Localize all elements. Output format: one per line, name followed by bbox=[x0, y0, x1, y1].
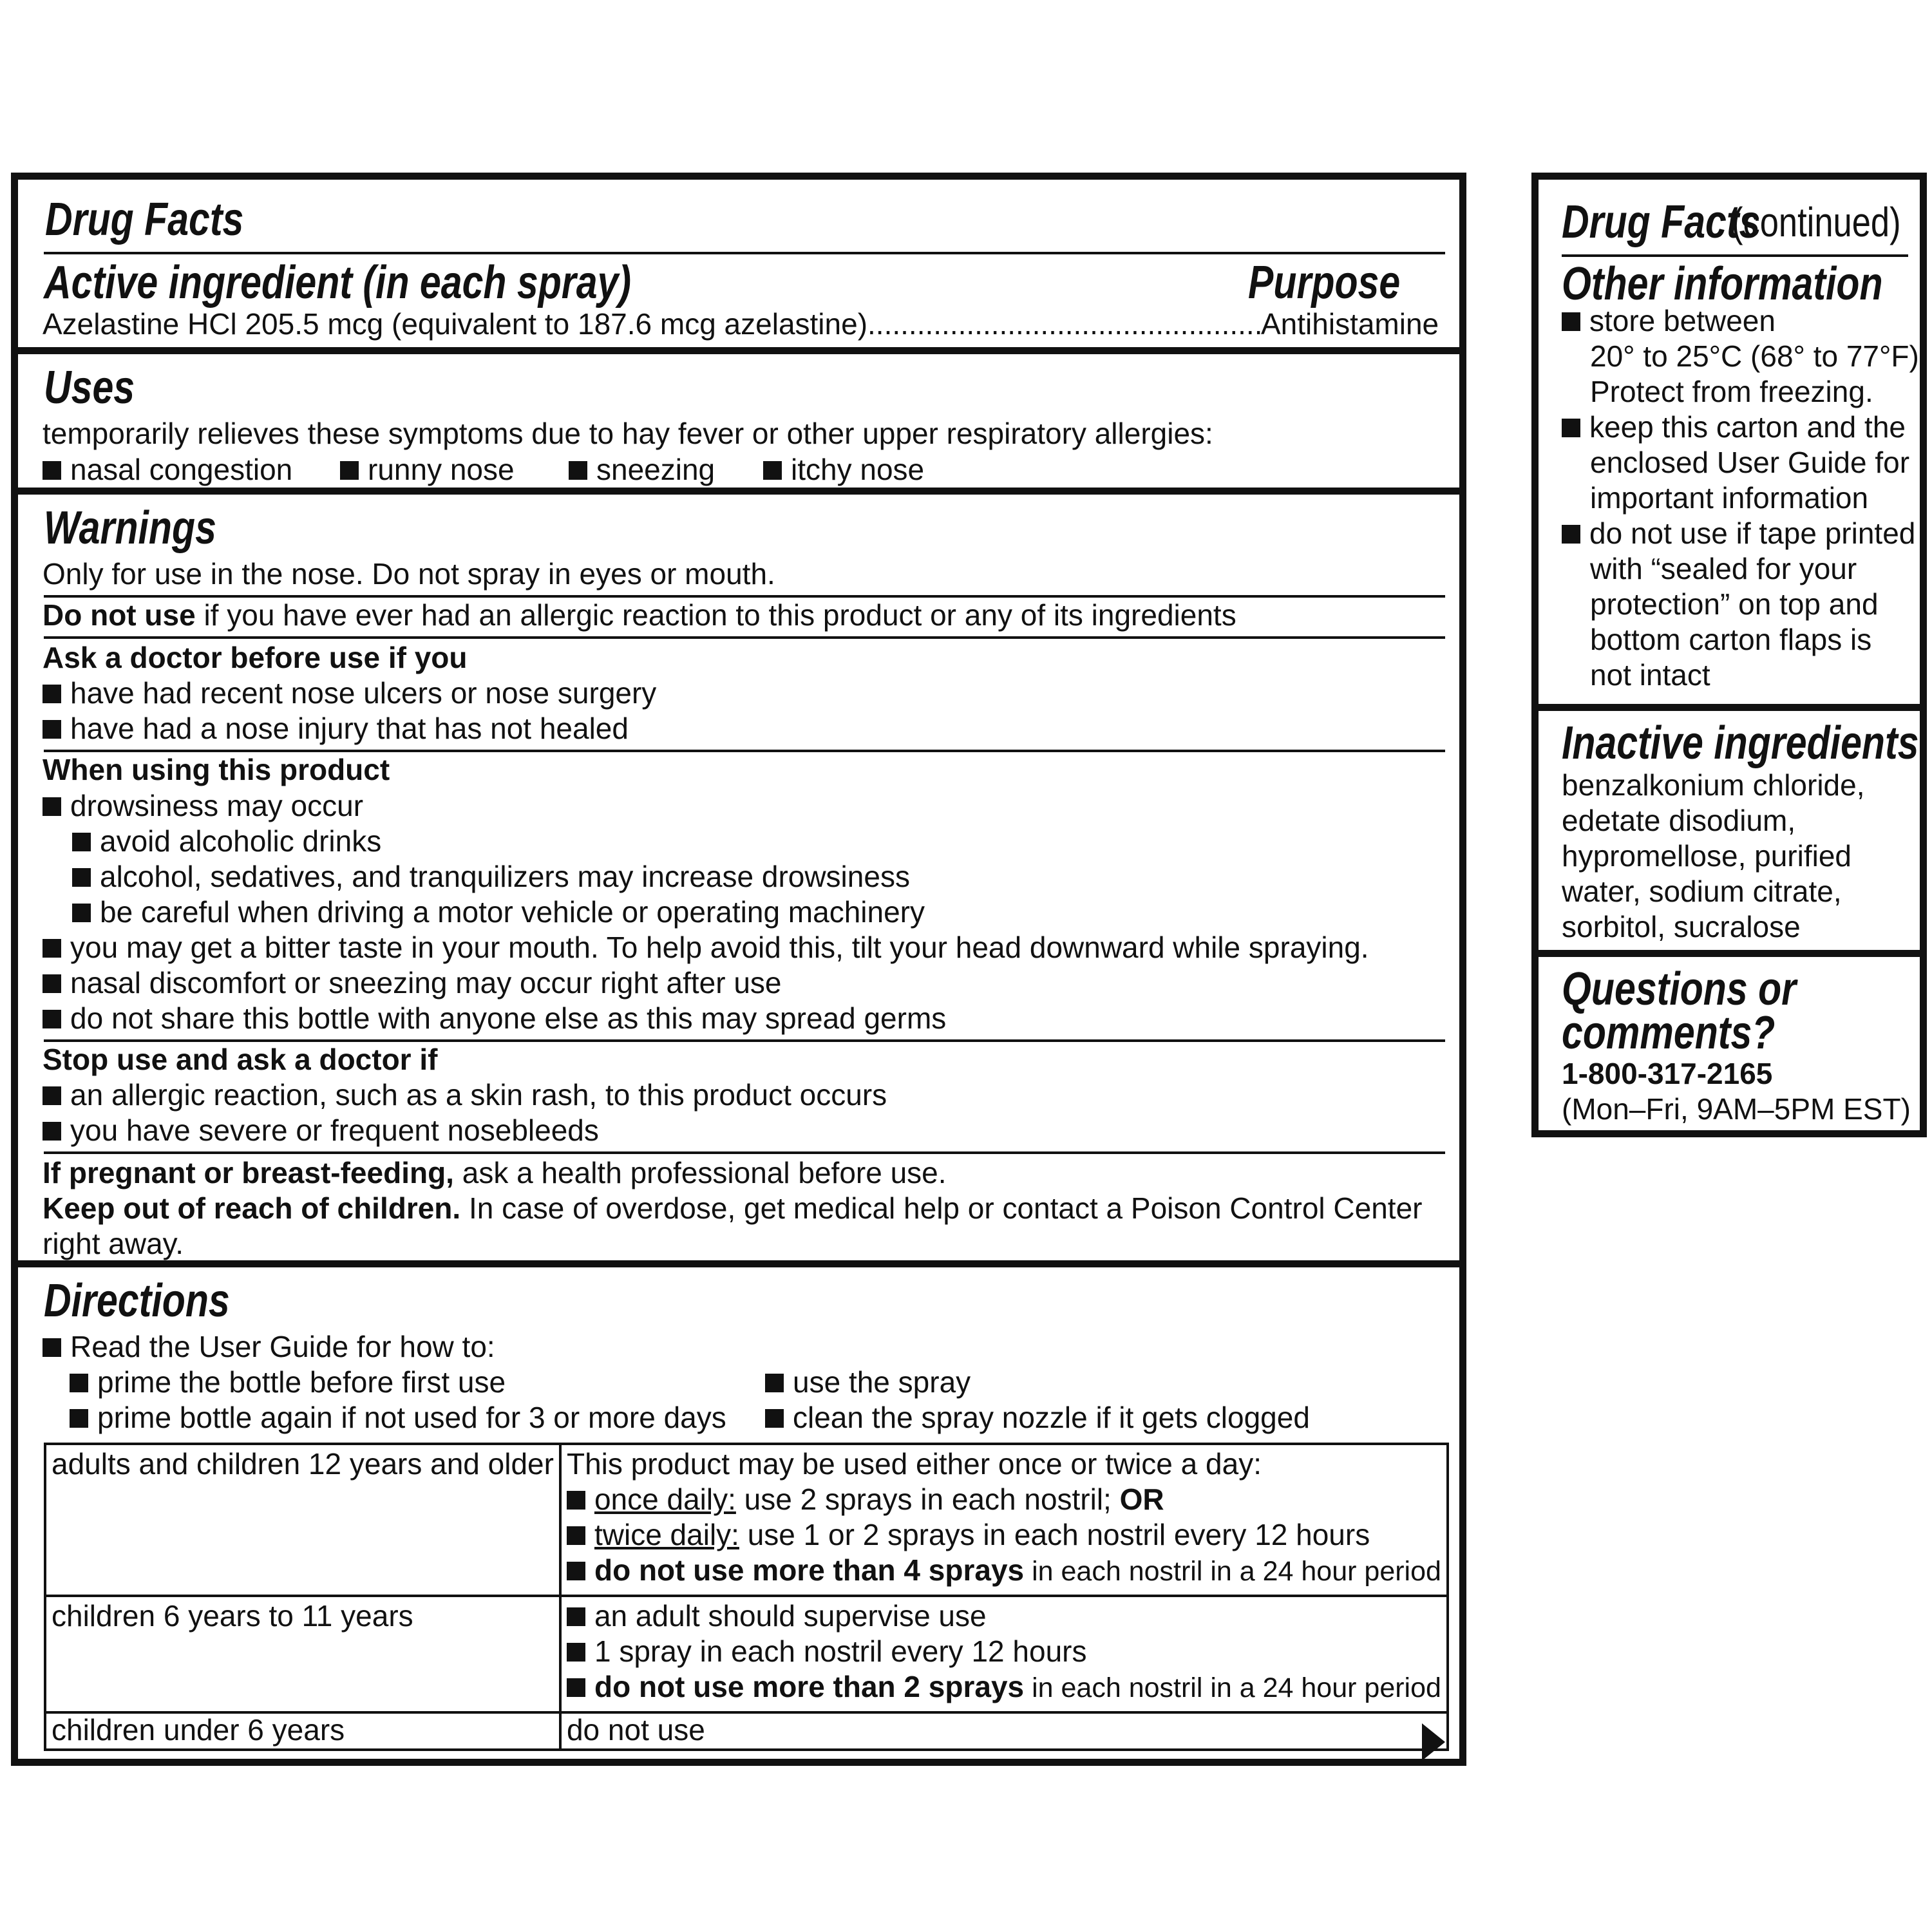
ask-doctor-item: have had recent nose ulcers or nose surgery bbox=[43, 676, 1459, 711]
uses-intro: temporarily relieves these symptoms due to hay fever or other upper respiratory allergies: bbox=[43, 417, 1213, 450]
directions-section bbox=[18, 1260, 1459, 1766]
title-rule bbox=[44, 252, 1445, 254]
active-ingredient-text: Azelastine HCl 205.5 mcg (equivalent to 187.6 mcg azelastine) bbox=[43, 307, 868, 341]
directions-heading: Directions bbox=[44, 1275, 230, 1327]
ask-doctor-heading: Ask a doctor before use if you bbox=[43, 641, 468, 674]
uses-item: itchy nose bbox=[763, 452, 924, 488]
inactive-line: edetate disodium, bbox=[1562, 804, 1796, 837]
active-ingredient-heading: Active ingredient (in each spray) bbox=[44, 257, 632, 308]
uses-item: nasal congestion bbox=[43, 452, 292, 488]
table-row bbox=[45, 1596, 1448, 1712]
when-using-subitem: alcohol, sedatives, and tranquilizers may increase drowsiness bbox=[72, 859, 1459, 895]
when-using-item: drowsiness may occur bbox=[43, 788, 1459, 824]
questions-heading-2: comments? bbox=[1562, 1007, 1776, 1059]
warnings-section bbox=[18, 488, 1459, 1267]
inactive-line: sorbitol, sucralose bbox=[1562, 910, 1801, 943]
active-ingredient-line bbox=[43, 307, 1459, 342]
uses-section bbox=[18, 347, 1459, 495]
guide-item: prime bottle again if not used for 3 or more days bbox=[70, 1400, 726, 1435]
leader-dots: ................................................ bbox=[867, 307, 1263, 341]
warnings-heading: Warnings bbox=[44, 502, 216, 554]
inactive-line: hypromellose, purified bbox=[1562, 839, 1852, 873]
store-item-line: Protect from freezing. bbox=[1590, 375, 1873, 408]
uses-heading: Uses bbox=[44, 362, 135, 413]
uses-item: runny nose bbox=[340, 452, 515, 488]
questions-heading: Questions or bbox=[1562, 963, 1797, 1015]
guide-item: use the spray bbox=[765, 1365, 971, 1400]
active-ingredient-section bbox=[18, 180, 1459, 347]
when-using-item: nasal discomfort or sneezing may occur right after use bbox=[43, 965, 1459, 1001]
dose-cell: an adult should supervise use 1 spray in each nostril every 12 hours do not use more than 2 sprays in each nostril in a 24 hour period bbox=[560, 1596, 1448, 1712]
age-cell: children under 6 years bbox=[45, 1712, 560, 1750]
guide-item: clean the spray nozzle if it gets clogged bbox=[765, 1400, 1310, 1435]
other-information-heading: Other information bbox=[1562, 258, 1883, 310]
phone-number: 1-800-317-2165 bbox=[1562, 1057, 1773, 1090]
drug-facts-side-panel bbox=[1531, 173, 1927, 1137]
keep-out-line-2: right away. bbox=[43, 1227, 184, 1260]
keep-out-line: Keep out of reach of children. In case of overdose, get medical help or contact a Poison Control Center bbox=[43, 1191, 1423, 1225]
keep-item-line: important information bbox=[1590, 481, 1869, 515]
store-item-line: 20° to 25°C (68° to 77°F). bbox=[1590, 339, 1927, 373]
age-cell: adults and children 12 years and older bbox=[45, 1444, 560, 1596]
questions-section bbox=[1539, 950, 1920, 1137]
page-title: Drug Facts bbox=[45, 194, 244, 245]
when-using-item: you may get a bitter taste in your mouth. To help avoid this, tilt your head downward while spraying. bbox=[43, 930, 1459, 965]
tape-item-line: protection” on top and bbox=[1590, 587, 1879, 621]
keep-item-line: enclosed User Guide for bbox=[1590, 446, 1910, 479]
dose-cell: do not use bbox=[560, 1712, 1448, 1750]
directions-intro: Read the User Guide for how to: bbox=[43, 1329, 1459, 1365]
other-information-section bbox=[1539, 180, 1927, 704]
purpose-value: Antihistamine bbox=[1261, 307, 1439, 341]
phone-hours: (Mon–Fri, 9AM–5PM EST) bbox=[1562, 1092, 1911, 1126]
inactive-ingredients-heading: Inactive ingredients bbox=[1562, 717, 1919, 769]
age-cell: children 6 years to 11 years bbox=[45, 1596, 560, 1712]
inactive-line: water, sodium citrate, bbox=[1562, 875, 1842, 908]
inactive-line: benzalkonium chloride, bbox=[1562, 768, 1865, 802]
drug-facts-main-panel bbox=[11, 173, 1466, 1766]
table-row bbox=[45, 1712, 1448, 1750]
stop-use-item: an allergic reaction, such as a skin rash, to this product occurs bbox=[43, 1077, 1459, 1113]
side-title: Drug Facts bbox=[1562, 196, 1761, 248]
side-title-continued: (continued) bbox=[1732, 199, 1901, 245]
pregnant-line: If pregnant or breast-feeding, ask a health professional before use. bbox=[43, 1156, 947, 1189]
directions-table bbox=[44, 1443, 1449, 1751]
do-not-use-line: Do not use if you have ever had an allergic reaction to this product or any of its ingredients bbox=[43, 598, 1236, 632]
inactive-ingredients-section bbox=[1539, 704, 1920, 957]
when-using-subitem: avoid alcoholic drinks bbox=[72, 824, 1459, 859]
guide-item: prime the bottle before first use bbox=[70, 1365, 506, 1400]
store-item: store between bbox=[1562, 303, 1776, 339]
ask-doctor-item: have had a nose injury that has not healed bbox=[43, 711, 1459, 746]
tape-item-line: bottom carton flaps is bbox=[1590, 623, 1872, 656]
tape-item: do not use if tape printed bbox=[1562, 516, 1915, 551]
warnings-intro: Only for use in the nose. Do not spray in eyes or mouth. bbox=[43, 557, 775, 591]
table-row bbox=[45, 1444, 1448, 1596]
dose-cell: This product may be used either once or twice a day: once daily: use 2 sprays in each nostril; OR twice daily: use 1 or 2 sprays in each nostril every 12 hours do not use more than 4 sprays in each nostril in a 24 hour period bbox=[560, 1444, 1448, 1596]
continue-arrow-icon bbox=[1421, 1722, 1446, 1762]
when-using-subitem: be careful when driving a motor vehicle or operating machinery bbox=[72, 895, 1459, 930]
stop-use-heading: Stop use and ask a doctor if bbox=[43, 1043, 438, 1076]
tape-item-line: with “sealed for your bbox=[1590, 552, 1857, 585]
keep-item: keep this carton and the bbox=[1562, 410, 1906, 445]
uses-item: sneezing bbox=[569, 452, 715, 488]
when-using-item: do not share this bottle with anyone else as this may spread germs bbox=[43, 1001, 1459, 1036]
purpose-heading: Purpose bbox=[1248, 257, 1401, 308]
tape-item-line: not intact bbox=[1590, 658, 1710, 692]
when-using-heading: When using this product bbox=[43, 753, 390, 786]
stop-use-item: you have severe or frequent nosebleeds bbox=[43, 1113, 1459, 1148]
